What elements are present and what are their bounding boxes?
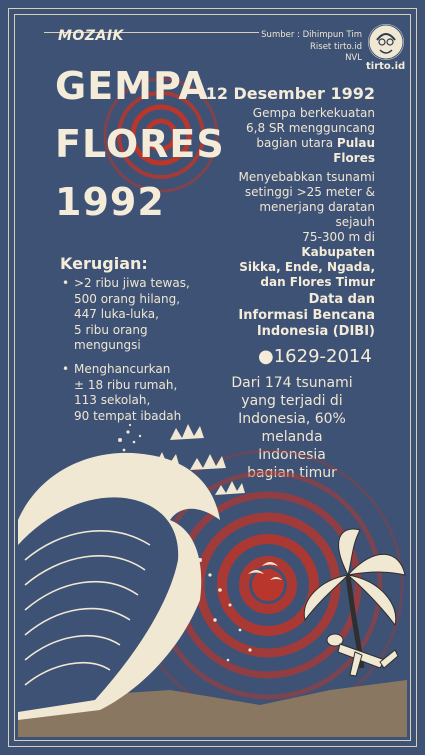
ground-shape [18,680,407,737]
text-line: mengungsi [74,338,141,352]
text-line: Menyebabkan tsunami [238,170,375,184]
losses-heading: Kerugian: [60,254,148,273]
bullet-icon: • [62,362,70,376]
dibi-description [217,374,367,482]
text-line: yang terjadi di [241,393,343,409]
bullet-icon: ● [258,346,274,367]
text-line: Menghancurkan [74,362,171,376]
source-credit [258,30,362,65]
text-line: setinggi >25 meter & [244,185,375,199]
text-line: melanda [261,429,323,445]
text-line: Informasi Bencana [238,308,375,323]
event-date: 12 Desember 1992 [205,84,375,103]
dibi-heading [215,292,375,340]
text-line: menerjang daratan sejauh [259,200,375,229]
text-line: Dari 174 tsunami [231,375,353,391]
text-line: ± 18 ribu rumah, [74,377,178,392]
running-person-icon [327,634,398,676]
palm-tree-icon [304,529,405,668]
source-line-1: Sumber : Dihimpun Tim [261,30,362,40]
source-line-2: Riset tirto.id [310,41,362,52]
highlight-text: Sikka, Ende, Ngada, [239,260,375,274]
tirto-logo: tirto.id [366,61,406,72]
text-line: 90 tempat ibadah [74,408,182,423]
text-line: Indonesia, 60% [238,411,346,427]
title-line-1: GEMPA [55,64,209,108]
text-line: 6,8 SR mengguncang [246,121,375,135]
text-line: 447 luka-luka, [74,307,159,321]
text-line: Data dan [308,292,375,307]
title-line-3: 1992 [55,180,165,224]
section-label: MOZAIK [58,28,124,44]
highlight-text: Pulau [336,136,375,150]
text-fragment: 75-300 m di [302,230,375,244]
highlight-text: dan Flores Timur [260,275,375,289]
text-line: bagian timur [247,465,337,481]
bullet-icon: • [62,276,70,290]
text-line: 500 orang hilang, [74,291,181,306]
text-line: Indonesia (DIBI) [256,324,375,339]
title-line-2: FLORES [55,122,225,166]
years-text: 1629-2014 [273,346,372,367]
tsunami-description [225,170,375,290]
seismic-rings-icon [134,451,402,719]
losses-item-casualties [62,276,222,354]
losses-item-buildings [62,362,222,424]
text-line: 113 sekolah, [74,393,151,407]
avatar-icon [368,24,404,60]
text-line [225,136,375,151]
source-line-3: NVL [345,53,362,63]
text-line: >2 ribu jiwa tewas, [74,276,190,290]
event-description [225,106,375,166]
highlight-text: Flores [333,151,375,165]
text-line: Indonesia [258,447,326,463]
highlight-text: Kabupaten [301,245,375,259]
text-line: Gempa berkekuatan [252,106,375,120]
birds-icon [248,562,282,580]
text-fragment: bagian utara [256,136,334,150]
dibi-years [258,346,372,367]
text-line [225,230,375,260]
text-line: 5 ribu orang [74,322,148,337]
